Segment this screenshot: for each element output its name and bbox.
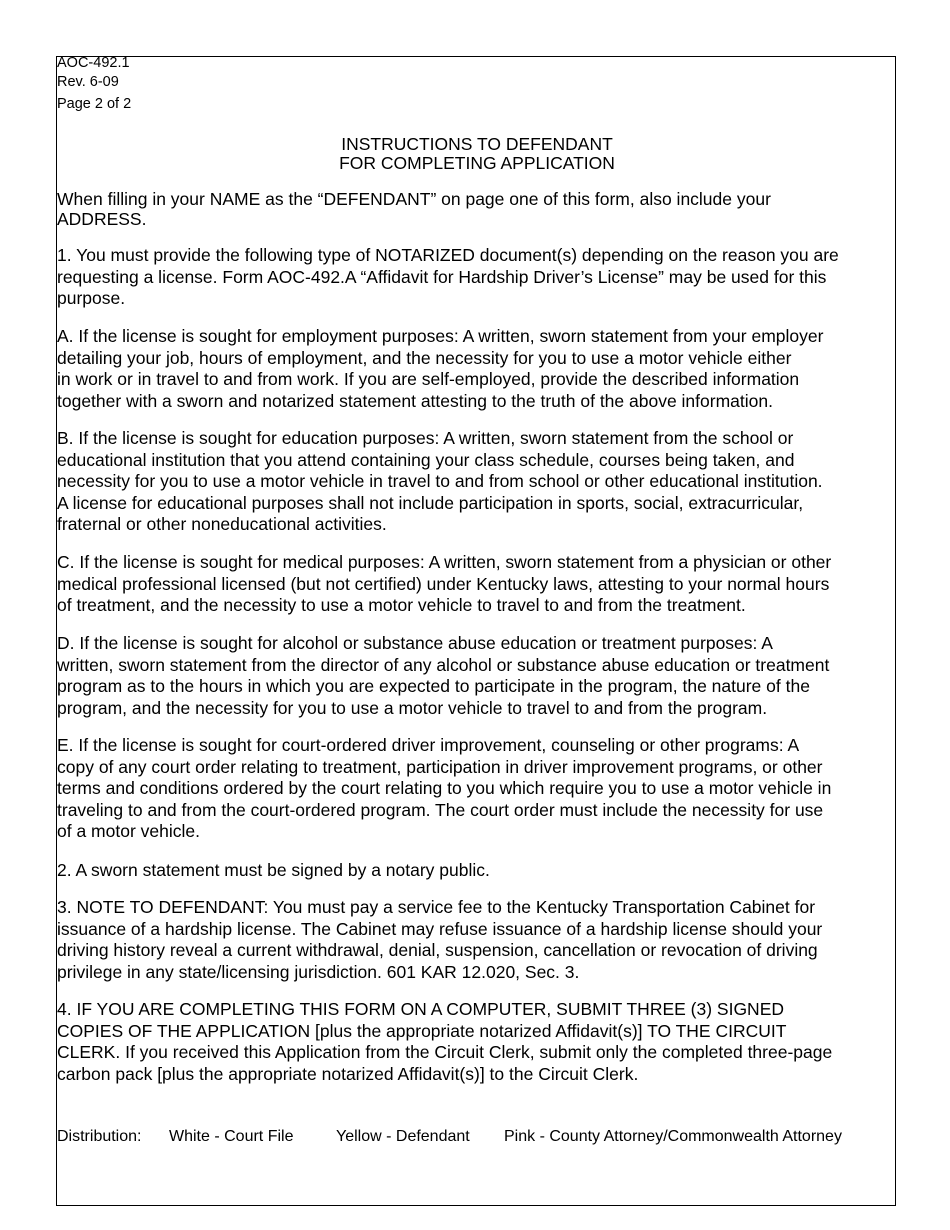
distribution-yellow: Yellow - Defendant (336, 1128, 470, 1145)
text-line: necessity for you to use a motor vehicle in travel to and from school or other educational institution. (57, 471, 823, 491)
text-line: program, and the necessity for you to use a motor vehicle to travel to and from the program. (57, 697, 768, 718)
text-line: in work or in travel to and from work. If you are self-employed, provide the described information (57, 369, 800, 389)
instruction-a-employment (57, 326, 823, 412)
instruction-4-submission (57, 999, 832, 1085)
text-line: written, sworn statement from the director of any alcohol or substance abuse education or treatment (57, 654, 830, 675)
text-line: requesting a license. Form AOC-492.A “Affidavit for Hardship Driver’s License” may be used for this (57, 266, 827, 287)
text-line: together with a sworn and notarized statement attesting to the truth of the above information. (57, 390, 773, 411)
instruction-1 (57, 245, 839, 310)
text-line: 4. IF YOU ARE COMPLETING THIS FORM ON A COMPUTER, SUBMIT THREE (3) SIGNED (57, 999, 785, 1019)
text-line: CLERK. If you received this Application from the Circuit Clerk, submit only the completed three-page (57, 1042, 833, 1062)
text-line: When filling in your NAME as the “DEFENDANT” on page one of this form, also include your (57, 189, 771, 209)
text-line: medical professional licensed (but not certified) under Kentucky laws, attesting to your normal hours (57, 573, 830, 594)
text-line: educational institution that you attend containing your class schedule, courses being taken, and (57, 449, 795, 470)
text-line: traveling to and from the court-ordered program. The court order must include the necessity for use (57, 799, 824, 820)
text-line: D. If the license is sought for alcohol or substance abuse education or treatment purposes: A (57, 633, 773, 653)
intro-paragraph (57, 189, 771, 229)
text-line: purpose. (57, 288, 126, 308)
text-line: COPIES OF THE APPLICATION [plus the appropriate notarized Affidavit(s)] TO THE CIRCUIT (57, 1020, 787, 1041)
text-line: driving history reveal a current withdrawal, denial, suspension, cancellation or revocation of driving (57, 940, 818, 960)
instruction-c-medical (57, 552, 831, 617)
text-line: A license for educational purposes shall not include participation in sports, social, extracurricular, (57, 492, 804, 513)
text-line: 1. You must provide the following type of NOTARIZED document(s) depending on the reason you are (57, 245, 839, 265)
text-line: carbon pack [plus the appropriate notarized Affidavit(s)] to the Circuit Clerk. (57, 1063, 639, 1084)
text-line: fraternal or other noneducational activities. (57, 514, 387, 534)
text-line: E. If the license is sought for court-ordered driver improvement, counseling or other programs: A (57, 735, 800, 755)
text-line: B. If the license is sought for education purposes: A written, sworn statement from the school or (57, 428, 794, 448)
text-line: C. If the license is sought for medical purposes: A written, sworn statement from a physician or other (57, 552, 832, 572)
form-revision: Rev. 6-09 (57, 74, 119, 90)
page-number: Page 2 of 2 (57, 96, 132, 112)
text-line: 3. NOTE TO DEFENDANT: You must pay a service fee to the Kentucky Transportation Cabinet for (57, 897, 816, 917)
text-line: privilege in any state/licensing jurisdiction. 601 KAR 12.020, Sec. 3. (57, 961, 580, 982)
distribution-white: White - Court File (169, 1128, 294, 1145)
text-line: terms and conditions ordered by the court relating to you which require you to use a motor vehicle in (57, 778, 832, 798)
page-title (57, 135, 897, 173)
text-line: copy of any court order relating to treatment, participation in driver improvement programs, or other (57, 756, 823, 777)
text-line: A. If the license is sought for employment purposes: A written, sworn statement from your employer (57, 326, 824, 346)
instruction-2 (57, 860, 490, 882)
text-line: 2. A sworn statement must be signed by a notary public. (57, 860, 490, 880)
form-number: AOC-492.1 (57, 55, 130, 71)
title-line: INSTRUCTIONS TO DEFENDANT (341, 134, 613, 154)
instruction-e-court-ordered (57, 735, 831, 843)
instruction-b-education (57, 428, 823, 536)
text-line: of treatment, and the necessity to use a motor vehicle to travel to and from the treatment. (57, 595, 746, 615)
instruction-3-note (57, 897, 822, 983)
text-line: issuance of a hardship license. The Cabinet may refuse issuance of a hardship license should your (57, 918, 823, 939)
text-line: of a motor vehicle. (57, 821, 200, 841)
title-line: FOR COMPLETING APPLICATION (339, 153, 615, 173)
distribution-pink: Pink - County Attorney/Commonwealth Attorney (504, 1128, 842, 1145)
text-line: detailing your job, hours of employment, and the necessity for you to use a motor vehicle either (57, 347, 792, 368)
instruction-d-substance-abuse (57, 633, 829, 719)
distribution-label: Distribution: (57, 1128, 142, 1145)
text-line: program as to the hours in which you are expected to participate in the program, the nature of the (57, 676, 810, 696)
text-line: ADDRESS. (57, 209, 147, 229)
